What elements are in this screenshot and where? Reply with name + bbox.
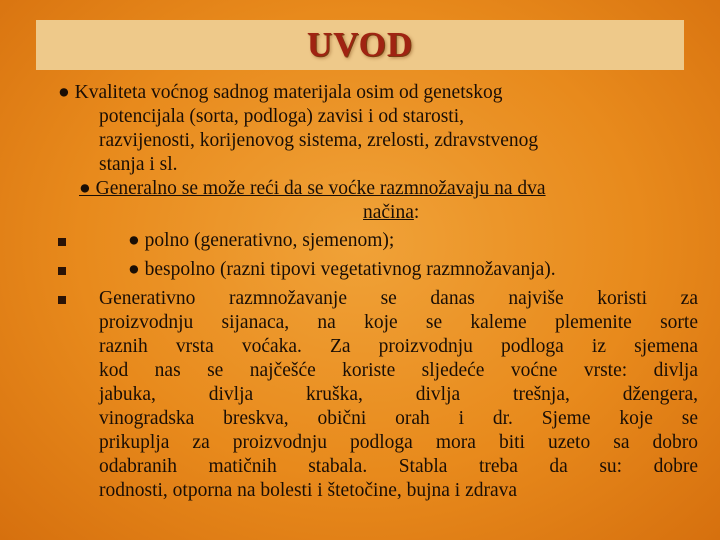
text-line-6-colon: :	[413, 202, 420, 223]
square-bullet-icon	[58, 238, 66, 246]
para-line-7: prikuplja za proizvodnju podloga mora biti uzeto sa dobro	[99, 432, 698, 453]
para-line-5: jabuka, divlja kruška, divlja trešnja, džengera,	[99, 384, 698, 405]
para-line-8: odabranih matičnih stabala. Stabla treba da su: dobre	[99, 456, 698, 477]
square-bullet-icon	[58, 296, 66, 304]
para-line-9: rodnosti, otporna na bolesti i štetočine, bujna i zdrava	[99, 480, 518, 501]
sub-bullet-polno: ● polno (generativno, sjemenom);	[128, 230, 395, 251]
text-line-6-word: načina	[363, 202, 414, 223]
bullet-line-5: ● Generalno se može reći da se voćke razmnožavaju na dva	[79, 178, 546, 199]
text-line-3: razvijenosti, korijenovog sistema, zrelosti, zdravstvenog	[99, 130, 539, 151]
text-line-2: potencijala (sorta, podloga) zavisi i od starosti,	[99, 106, 464, 127]
square-bullet-icon	[58, 267, 66, 275]
para-line-1: Generativno razmnožavanje se danas najviše koristi za	[99, 288, 698, 309]
text-line-6	[363, 201, 419, 225]
text-line-4: stanja i sl.	[99, 154, 178, 175]
para-line-2: proizvodnju sijanaca, na koje se kaleme plemenite sorte	[99, 312, 698, 333]
para-line-4: kod nas se najčešće koriste sljedeće voćne vrste: divlja	[99, 360, 698, 381]
bullet-line-1: ● Kvaliteta voćnog sadnog materijala osim od genetskog	[58, 82, 503, 103]
para-line-3: raznih vrsta voćaka. Za proizvodnju podloga iz sjemena	[99, 336, 698, 357]
slide-title: UVOD	[306, 25, 414, 64]
sub-bullet-bespolno: ● bespolno (razni tipovi vegetativnog razmnožavanja).	[128, 259, 556, 280]
para-line-6: vinogradska breskva, obični orah i dr. Sjeme koje se	[99, 408, 698, 429]
